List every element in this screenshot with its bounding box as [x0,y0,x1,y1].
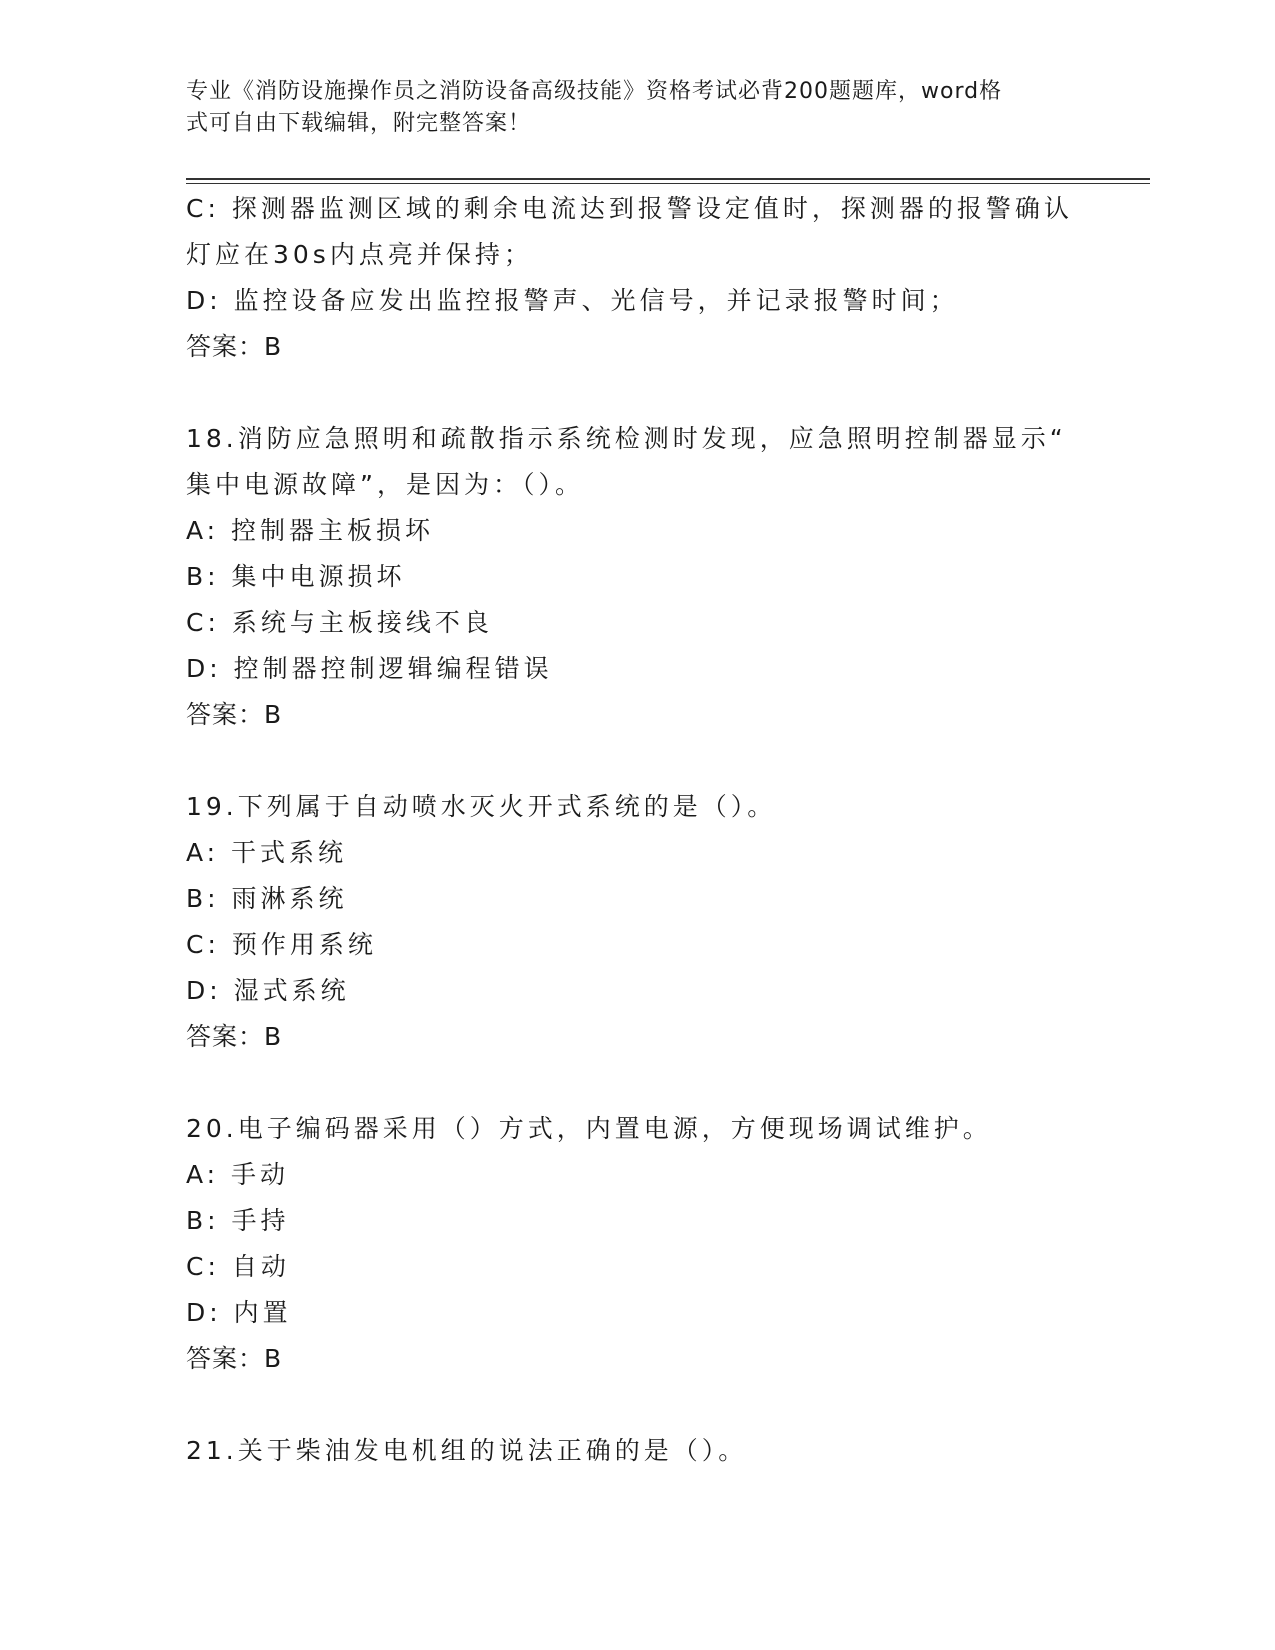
question-stem: 20.电子编码器采用（）方式，内置电源，方便现场调试维护。 [186,1114,992,1143]
document-header [186,76,1086,140]
question-18 [186,416,1086,738]
option-c: C: 系统与主板接线不良 [186,608,493,637]
option-d: D: 监控设备应发出监控报警声、光信号，并记录报警时间； [186,286,959,315]
option-a: A: 干式系统 [186,838,348,867]
header-line-1: 专业《消防设施操作员之消防设备高级技能》资格考试必背200题题库，word格 [186,79,1003,104]
header-rule-thin [186,183,1150,184]
question-20 [186,1106,1086,1382]
spacer [186,370,1086,416]
header-rule-thick [186,178,1150,180]
option-d: D: 控制器控制逻辑编程错误 [186,654,553,683]
spacer [186,738,1086,784]
answer: 答案：B [186,332,283,361]
question-stem-line-1: 18.消防应急照明和疏散指示系统检测时发现，应急照明控制器显示“ [186,424,1067,453]
option-d: D: 湿式系统 [186,976,350,1005]
question-21 [186,1428,1086,1474]
spacer [186,1382,1086,1428]
option-c-line-2: 灯应在30s内点亮并保持； [186,240,533,269]
question-stem-line-2: 集中电源故障”，是因为：（）。 [186,470,584,499]
option-c: C: 自动 [186,1252,290,1281]
answer: 答案：B [186,700,283,729]
question-stem: 19.下列属于自动喷水灭火开式系统的是（）。 [186,792,777,821]
option-c-line-1: C: 探测器监测区域的剩余电流达到报警设定值时，探测器的报警确认 [186,194,1073,223]
option-b: B: 手持 [186,1206,290,1235]
question-19 [186,784,1086,1060]
option-b: B: 集中电源损坏 [186,562,406,591]
answer: 答案：B [186,1344,283,1373]
option-b: B: 雨淋系统 [186,884,348,913]
option-a: A: 手动 [186,1160,290,1189]
header-line-2: 式可自由下载编辑，附完整答案！ [186,111,532,136]
option-c: C: 预作用系统 [186,930,377,959]
option-a: A: 控制器主板损坏 [186,516,435,545]
answer: 答案：B [186,1022,283,1051]
option-d: D: 内置 [186,1298,292,1327]
question-17 [186,186,1086,370]
question-list [186,186,1086,1474]
question-stem: 21.关于柴油发电机组的说法正确的是（）。 [186,1436,748,1465]
spacer [186,1060,1086,1106]
